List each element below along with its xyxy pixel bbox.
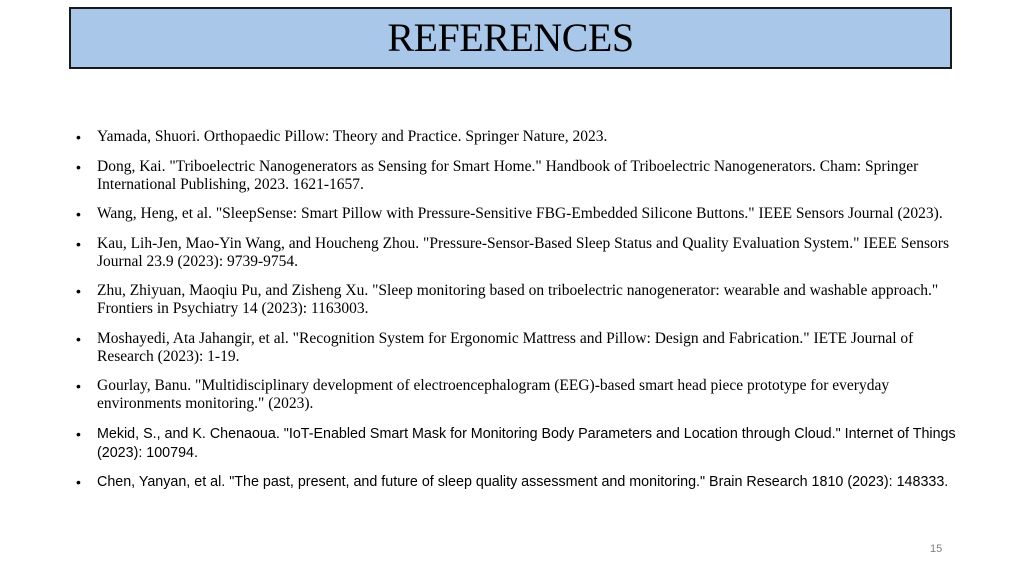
page-number: 15 <box>930 543 943 555</box>
bullet-icon: • <box>76 425 81 442</box>
reference-item <box>76 235 956 271</box>
reference-text: Kau, Lih-Jen, Mao-Yin Wang, and Houcheng Zhou. "Pressure-Sensor-Based Sleep Status and Quality Evaluation System." IEEE Sensors Journal 23.9 (2023): 9739-9754. <box>97 234 949 270</box>
reference-text: Wang, Heng, et al. "SleepSense: Smart Pillow with Pressure-Sensitive FBG-Embedded Silicone Buttons." IEEE Sensors Journal (2023). <box>97 205 943 222</box>
reference-item <box>76 128 956 146</box>
reference-item <box>76 282 956 318</box>
bullet-icon: • <box>76 235 81 252</box>
reference-text: Moshayedi, Ata Jahangir, et al. "Recognition System for Ergonomic Mattress and Pillow: Design and Fabrication." IETE Journal of Research (2023): 1-19. <box>97 329 914 365</box>
reference-text: Dong, Kai. "Triboelectric Nanogenerators as Sensing for Smart Home." Handbook of Triboelectric Nanogenerators. Cham: Springer International Publishing, 2023. 1621-1657. <box>97 157 919 193</box>
bullet-icon: • <box>76 473 81 490</box>
reference-list <box>76 128 956 502</box>
bullet-icon: • <box>76 206 81 222</box>
reference-text: Zhu, Zhiyuan, Maoqiu Pu, and Zisheng Xu. "Sleep monitoring based on triboelectric nanogenerator: wearable and washable approach." Frontiers in Psychiatry 14 (2023): 1163003. <box>97 282 939 317</box>
reference-item <box>76 158 956 194</box>
bullet-icon: • <box>76 129 81 145</box>
reference-item <box>76 425 956 463</box>
reference-text: Yamada, Shuori. Orthopaedic Pillow: Theory and Practice. Springer Nature, 2023. <box>97 128 608 145</box>
reference-item <box>76 205 956 223</box>
bullet-icon: • <box>76 330 81 347</box>
reference-item <box>76 330 956 366</box>
bullet-icon: • <box>76 378 81 394</box>
bullet-icon: • <box>76 158 81 175</box>
slide-title: REFERENCES <box>387 15 634 60</box>
reference-text: Mekid, S., and K. Chenaoua. "IoT-Enabled Smart Mask for Monitoring Body Parameters and Location through Cloud." Internet of Things (2023): 100794. <box>97 425 956 461</box>
reference-text: Chen, Yanyan, et al. "The past, present, and future of sleep quality assessment and monitoring." Brain Research 1810 (2023): 148333. <box>97 473 949 490</box>
reference-item <box>76 377 956 413</box>
reference-item <box>76 473 956 492</box>
bullet-icon: • <box>76 283 81 299</box>
title-banner <box>69 7 952 69</box>
reference-text: Gourlay, Banu. "Multidisciplinary development of electroencephalogram (EEG)-based smart head piece prototype for everyday environments monitoring." (2023). <box>97 377 890 412</box>
